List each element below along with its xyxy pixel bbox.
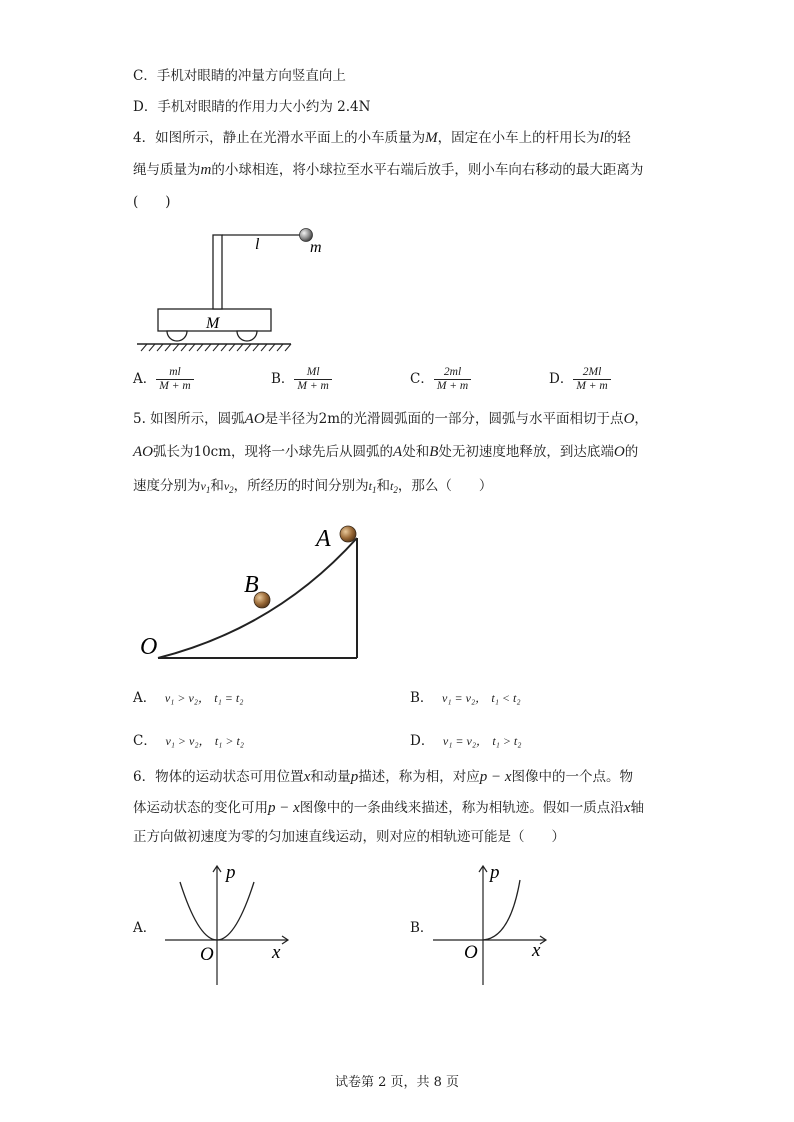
q5-line1: 5. 如图所示，圆弧AO是半径为2m的光滑圆弧面的一部分，圆弧与水平面相切于点O， [133, 411, 648, 427]
option-6b-graph [428, 860, 558, 990]
option-3c: C．手机对眼睛的冲量方向竖直向上 [133, 68, 346, 84]
option-4c: C． $\frac{2ml}{M + m}$ [410, 366, 471, 393]
option-3d: D．手机对眼睛的作用力大小约为 2.4N [133, 99, 371, 115]
option-5d: D． v₁ = v₂， t₁ > t₂ [410, 733, 522, 749]
svg-text:x: x [532, 940, 541, 961]
q6-line1: 6．物体的运动状态可用位置x和动量p描述，称为相，对应p − x图像中的一个点。物 [133, 769, 634, 785]
svg-text:x: x [272, 942, 281, 963]
option-5c: C． v₁ > v₂， t₁ > t₂ [133, 733, 244, 749]
page-footer: 试卷第 2 页，共 8 页 [334, 1075, 460, 1090]
arc-ramp-figure [136, 518, 376, 668]
option-5b: B． v₁ = v₂， t₁ < t₂ [410, 690, 521, 706]
svg-text:O: O [464, 942, 478, 963]
ball-a [340, 526, 356, 542]
curve-b [483, 880, 520, 940]
q5-line2: AO弧长为10cm，现将一小球先后从圆弧的A处和B处无初速度地释放，到达底端O的 [133, 444, 639, 460]
option-6a-graph [160, 860, 300, 990]
label-A: A [316, 526, 331, 552]
q5-line3: 速度分别为$v_1$和$v_2$，所经历的时间分别为$t_1$和$t_2$，那么（ ） [133, 478, 493, 495]
svg-text:p: p [490, 862, 500, 883]
label-B: B [244, 572, 259, 598]
q4-answer-bracket: ( ) [133, 194, 171, 210]
option-6a-label: A． [133, 920, 157, 936]
label-O: O [140, 634, 158, 660]
svg-text:O: O [200, 944, 214, 965]
option-6b-label: B． [410, 920, 434, 936]
option-4a: A． $\frac{ml}{M + m}$ [133, 366, 194, 393]
option-4b: B． $\frac{Ml}{M + m}$ [271, 366, 332, 393]
option-4d: D． $\frac{2Ml}{M + m}$ [549, 366, 611, 393]
svg-text:p: p [226, 862, 236, 883]
q6-line3: 正方向做初速度为零的匀加速直线运动，则对应的相轨迹可能是（ ） [133, 829, 565, 845]
q6-line2: 体运动状态的变化可用p − x图像中的一条曲线来描述，称为相轨迹。假如一质点沿x轴 [133, 800, 644, 816]
label-m: m [310, 239, 322, 256]
q4-line2: 绳与质量为m的小球相连，将小球拉至水平右端后放手，则小车向右移动的最大距离为 [133, 162, 644, 178]
q4-line1: 4．如图所示，静止在光滑水平面上的小车质量为M，固定在小车上的杆用长为l的轻 [133, 130, 631, 146]
option-5a: A． v₁ > v₂， t₁ = t₂ [133, 690, 244, 706]
label-M: M [206, 315, 220, 332]
cart-pendulum-figure [133, 220, 353, 360]
label-l: l [255, 236, 260, 253]
